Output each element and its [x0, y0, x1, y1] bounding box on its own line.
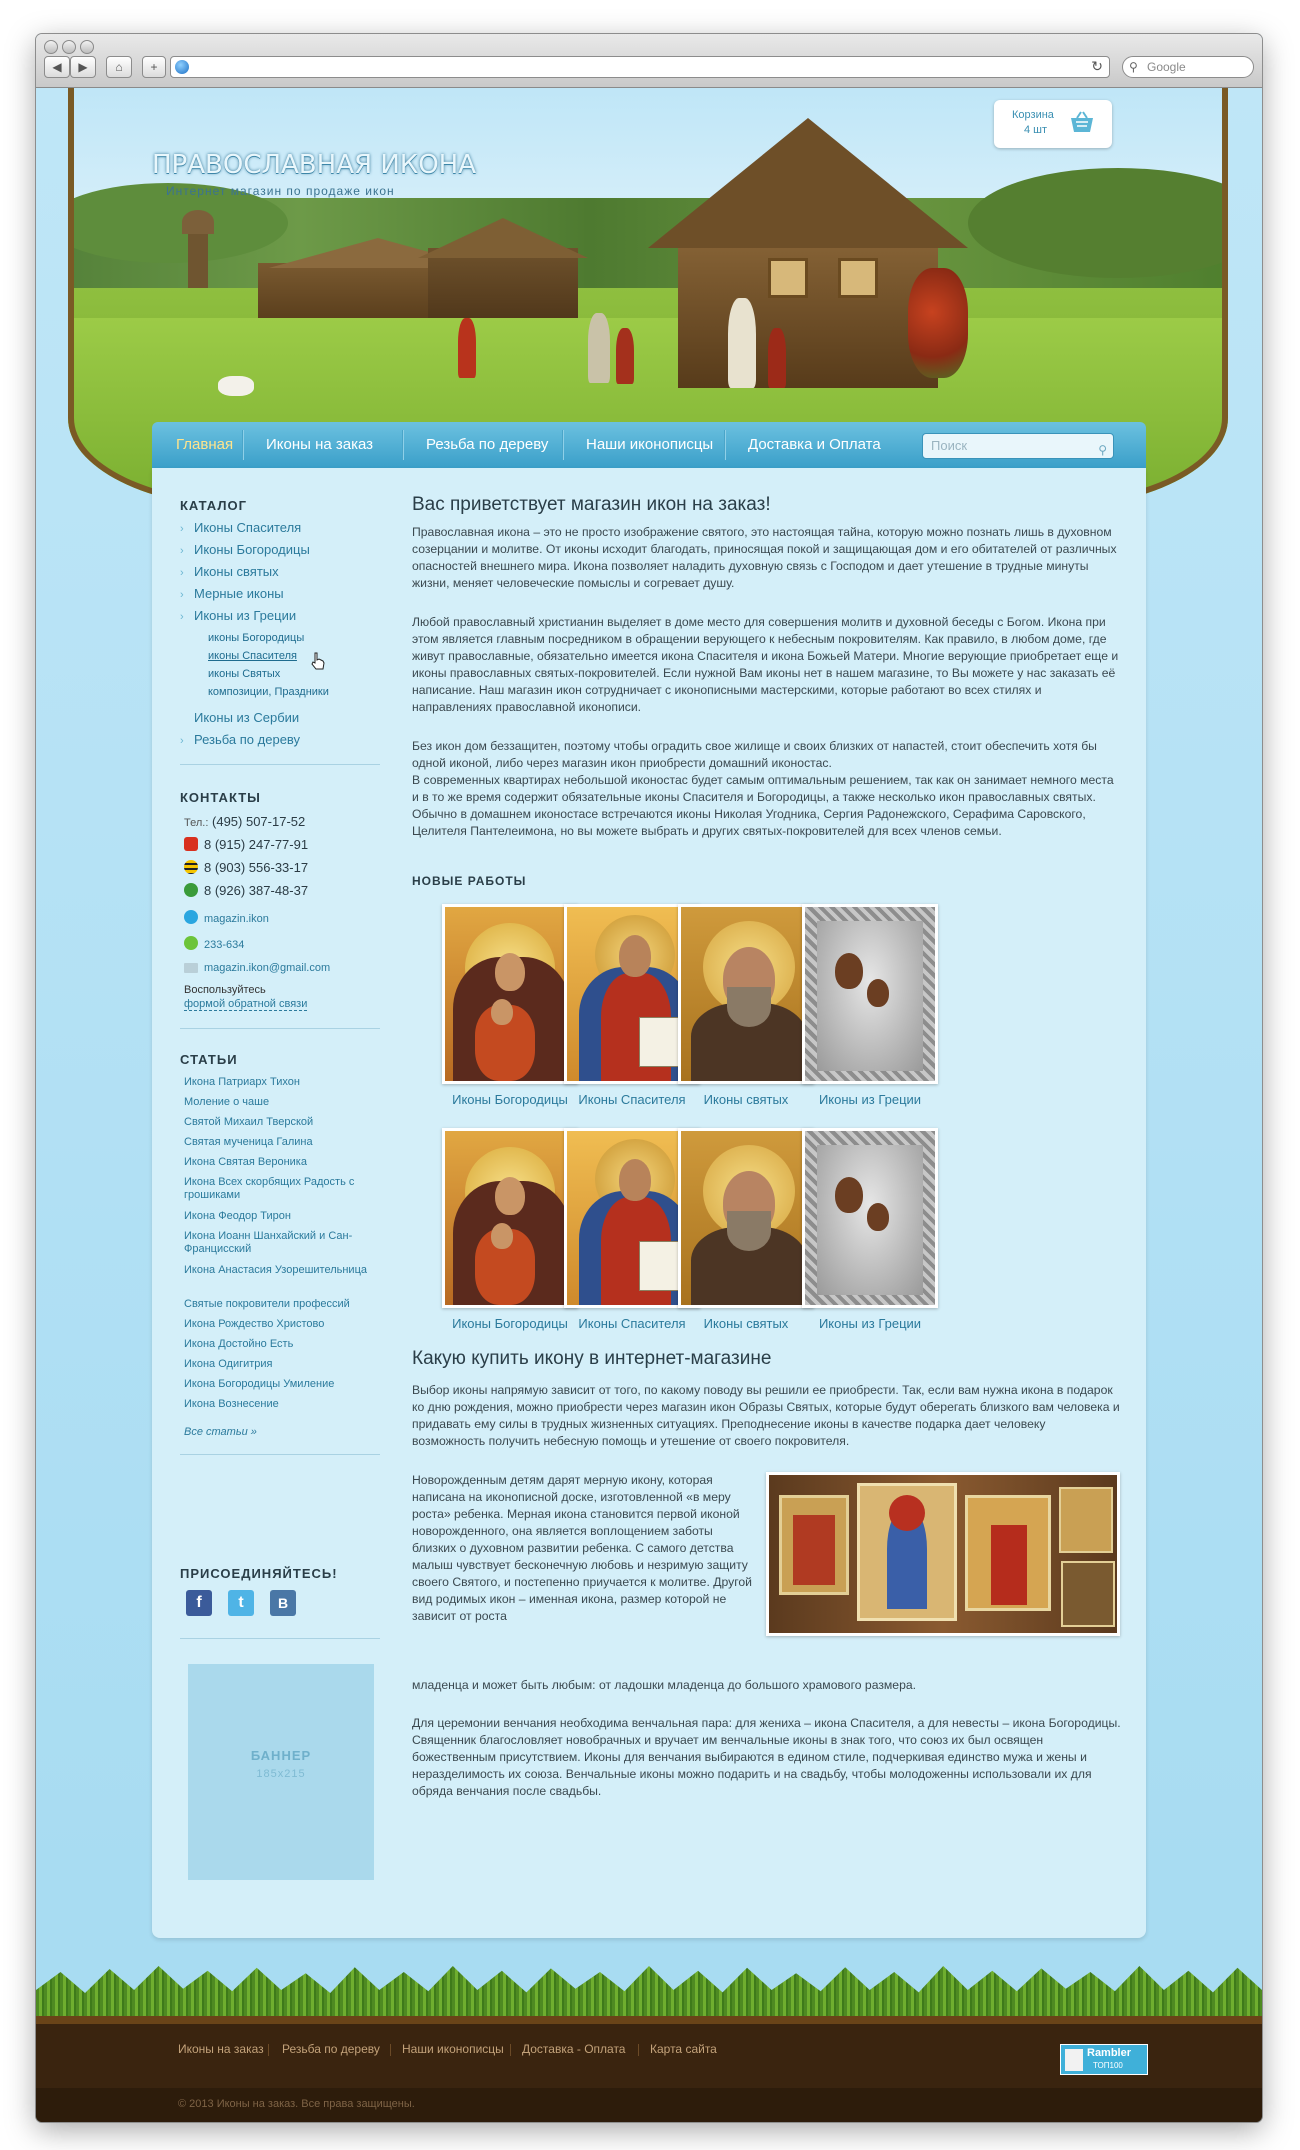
catalog-heading: КАТАЛОГ	[180, 498, 247, 513]
chevron-down-icon: ›	[180, 611, 184, 623]
article-link[interactable]: Икона Достойно Есть	[184, 1338, 294, 1350]
browser-search-input[interactable]	[1122, 56, 1254, 78]
chevron-right-icon: ›	[180, 567, 184, 579]
intro-paragraph-3: Без икон дом беззащитен, поэтому чтобы оградить свое жилище и своих близких от напастей, стоит обеспечить хотя бы одной иконой, либо через магазин икон приобрести домашний иконостас.	[412, 739, 1097, 770]
buy-paragraph-2: Новорожденным детям дарят мерную икону, которая написана на иконописной доске, изготовленной «в меру роста» ребенка. Мерная икона становится первой иконой новорожденного, она является воплощением заботы близких о духовном развитии ребенка. С самого детства малыш чувствует бесконечную любовь и незримую защиту своего Святого, и постепенно приучается к молитве. Другой вид родимых икон – именная икона, размер которой не зависит от роста	[412, 1473, 752, 1623]
article-link[interactable]: Икона Патриарх Тихон	[184, 1076, 300, 1088]
nav-item-wood-carving[interactable]: Резьба по дереву	[426, 436, 549, 453]
divider	[180, 1638, 380, 1639]
main-navigation	[152, 422, 1146, 468]
divider	[180, 1454, 380, 1455]
icon-thumbnail-theotokos[interactable]	[442, 904, 578, 1084]
buy-paragraph-3: Для церемонии венчания необходима венчальная пара: для жениха – икона Спасителя, а для невесты – икона Богородицы. Священник благословляет новобрачных и вручает им венчальные иконы в знак того, что союз их был освящен божественным присутствием. Иконы для венчания выбираются в едином стиле, подчеркивая единство мужа и жены и неразделимость их союза. Венчальные иконы можно подарить и на свадьбу, чтобы молодоженны использовали их для обряда венчания после свадьбы.	[412, 1716, 1121, 1798]
zoom-window-button[interactable]	[80, 40, 94, 54]
contacts-heading: КОНТАКТЫ	[180, 790, 261, 805]
all-articles-link[interactable]: Все статьи »	[184, 1426, 257, 1438]
email-contact[interactable]: magazin.ikon@gmail.com	[184, 962, 330, 974]
phone-megafon: 8 (926) 387-48-37	[184, 883, 308, 898]
intro-paragraph-4: В современных квартирах небольшой иконостас будет самым оптимальным решением, так как он занимает немного места и в то же время содержит обязательные иконы Спасителя и Богородицы, а также несколько икон православных святых. Обычно в домашнем иконостасе встречаются иконы Николая Угодника, Сергия Радонежского, Серафима Саровского, Целителя Пантелеимона, но вы можете выбрать и других святых-покровителей для всех членов семьи.	[412, 773, 1114, 838]
welcome-title: Вас приветствует магазин икон на заказ!	[412, 494, 771, 515]
megafon-icon	[184, 883, 198, 897]
search-icon[interactable]: ⚲	[1098, 443, 1107, 457]
article-link[interactable]: Икона Анастасия Узорешительница	[184, 1264, 367, 1276]
browser-toolbar	[36, 34, 1262, 88]
catalog-subitem[interactable]: композиции, Праздники	[208, 686, 329, 698]
work-caption[interactable]: Иконы Богородицы	[452, 1316, 568, 1331]
feedback-text: Воспользуйтесь	[184, 984, 266, 996]
vkontakte-icon[interactable]: B	[270, 1590, 296, 1616]
chevron-right-icon: ›	[180, 545, 184, 557]
article-link[interactable]: Святой Михаил Тверской	[184, 1116, 314, 1128]
copyright: © 2013 Иконы на заказ. Все права защищены.	[178, 2098, 415, 2110]
article-link[interactable]: Моление о чаше	[184, 1096, 270, 1108]
chevron-right-icon: ›	[180, 735, 184, 747]
nav-item-delivery[interactable]: Доставка и Оплата	[748, 436, 881, 453]
hand-cursor-icon	[310, 652, 326, 672]
site-search-placeholder: Поиск	[931, 438, 968, 453]
icq-contact[interactable]: 233-634	[184, 936, 244, 951]
catalog-item[interactable]: › Иконы Спасителя	[180, 520, 302, 535]
feedback-link[interactable]: формой обратной связи	[184, 998, 308, 1010]
add-tab-button[interactable]: +	[142, 56, 166, 78]
intro-paragraph-2: Любой православный христианин выделяет в доме место для совершения молитв и духовной беседы с Богом. Икона при этом является главным посредником в обращении верующего к небесным покровителям. Как правило, в любом доме, где живут православные, обязательно имеется икона Спасителя и икона Божьей Матери. Многие верующие приобретает еще и иконы православных святых-покровителей. Если нужной Вам иконы нет в нашем магазине, то Вы можете у нас заказать её написание. Наш магазин икон сотрудничает с иконописными мастерскими, которые работают во всех стилях и направлениях православной иконописи.	[412, 615, 1119, 714]
icon-thumbnail-theotokos[interactable]	[442, 1128, 578, 1308]
phone-beeline: 8 (903) 556-33-17	[184, 860, 308, 875]
buy-heading: Какую купить икону в интернет-магазине	[412, 1348, 772, 1369]
home-icon[interactable]: ⌂	[106, 56, 132, 78]
search-icon: ⚲	[1129, 60, 1138, 74]
work-caption[interactable]: Иконы святых	[703, 1316, 789, 1331]
phone-mts: 8 (915) 247-77-91	[184, 837, 308, 852]
reload-icon[interactable]: ↻	[1091, 58, 1103, 74]
nav-item-home[interactable]: Главная	[176, 436, 234, 453]
footer-link[interactable]: Доставка - Оплата	[522, 2042, 626, 2056]
minimize-window-button[interactable]	[62, 40, 76, 54]
rambler-title: Rambler	[1087, 2047, 1132, 2059]
rambler-subtitle: ТОП100	[1093, 2061, 1123, 2070]
work-caption[interactable]: Иконы Спасителя	[578, 1092, 686, 1107]
catalog-item[interactable]: › Иконы Богородицы	[180, 542, 310, 557]
work-caption[interactable]: Иконы Богородицы	[452, 1092, 568, 1107]
work-caption[interactable]: Иконы Спасителя	[578, 1316, 686, 1331]
catalog-item[interactable]: › Иконы из Греции	[180, 608, 297, 623]
footer-link[interactable]: Карта сайта	[650, 2042, 717, 2056]
iconostasis-photo	[766, 1472, 1120, 1636]
rambler-logo-icon	[1065, 2049, 1083, 2071]
work-caption[interactable]: Иконы из Греции	[818, 1092, 922, 1107]
article-link[interactable]: Икона Вознесение	[184, 1398, 279, 1410]
article-link[interactable]: Икона Богородицы Умиление	[184, 1378, 335, 1390]
join-heading: ПРИСОЕДИНЯЙТЕСЬ!	[180, 1566, 338, 1581]
site-search-input[interactable]	[922, 433, 1114, 459]
web-page	[36, 88, 1262, 2122]
basket-icon	[1068, 110, 1096, 136]
catalog-item[interactable]: › Иконы святых	[180, 564, 279, 579]
logo-subtitle: Интернет магазин по продаже икон	[166, 184, 395, 198]
catalog-item[interactable]: › Мерные иконы	[180, 586, 284, 601]
beeline-icon	[184, 860, 198, 874]
facebook-icon[interactable]: f	[186, 1590, 212, 1616]
banner-title: БАННЕР	[250, 1748, 312, 1763]
address-bar[interactable]	[170, 56, 1110, 78]
banner-placeholder[interactable]	[188, 1664, 374, 1880]
catalog-subitem-active[interactable]: иконы Спасителя	[208, 650, 297, 662]
icon-thumbnail-greece[interactable]	[802, 904, 938, 1084]
back-button[interactable]: ◀	[44, 56, 70, 78]
cart-count: 4 шт	[1024, 124, 1048, 136]
skype-contact[interactable]: magazin.ikon	[184, 910, 269, 925]
articles-heading: СТАТЬИ	[180, 1052, 238, 1067]
article-link[interactable]: Святая мученица Галина	[184, 1136, 313, 1148]
article-link[interactable]: Икона Феодор Тирон	[184, 1210, 291, 1222]
forward-button[interactable]: ▶	[70, 56, 96, 78]
close-window-button[interactable]	[44, 40, 58, 54]
footer-link[interactable]: Иконы на заказ	[178, 2042, 264, 2056]
cart-label: Корзина	[1012, 109, 1054, 121]
catalog-subitem[interactable]: иконы Святых	[208, 668, 281, 680]
intro-paragraph-1: Православная икона – это не просто изображение святого, это настоящая тайна, которую можно познать лишь в духовном созерцании и молитве. От иконы исходит благодать, приносящая покой и защищающая дом и его обитателей от различных опасностей внешнего мира. Икона позволяет наладить духовную связь с Господом и дает утешение в трудные минуты жизни, меняет человеческие помыслы и согревает душу.	[412, 525, 1117, 590]
article-link[interactable]: Икона Одигитрия	[184, 1358, 273, 1370]
work-caption[interactable]: Иконы святых	[703, 1092, 789, 1107]
icon-thumbnail-saints[interactable]	[678, 1128, 814, 1308]
chevron-right-icon: ›	[180, 589, 184, 601]
mail-icon	[184, 963, 198, 973]
cart-widget[interactable]	[994, 100, 1112, 148]
chevron-right-icon: ›	[180, 523, 184, 535]
browser-window	[36, 34, 1262, 2122]
catalog-item[interactable]: Иконы из Сербии	[194, 710, 300, 725]
banner-size: 185x215	[256, 1768, 306, 1780]
catalog-item[interactable]: › Резьба по дереву	[180, 732, 301, 747]
footer-link[interactable]: Наши иконописцы	[402, 2042, 504, 2056]
globe-icon	[175, 60, 189, 74]
skype-icon	[184, 910, 198, 924]
icq-icon	[184, 936, 198, 950]
divider	[180, 1028, 380, 1029]
twitter-icon[interactable]: t	[228, 1590, 254, 1616]
article-link[interactable]: Икона Иоанн Шанхайский и Сан-Францисский	[184, 1230, 353, 1255]
nav-item-custom-icons[interactable]: Иконы на заказ	[266, 436, 374, 453]
content-panel	[152, 468, 1146, 1938]
rambler-counter[interactable]	[1060, 2044, 1148, 2075]
icon-thumbnail-greece[interactable]	[802, 1128, 938, 1308]
catalog-subitem[interactable]: иконы Богородицы	[208, 632, 305, 644]
logo-title[interactable]: ПРАВОСЛАВНАЯ ИКОНА	[152, 150, 477, 180]
nav-item-painters[interactable]: Наши иконописцы	[586, 436, 714, 453]
mts-icon	[184, 837, 198, 851]
divider	[180, 764, 380, 765]
article-link[interactable]: Икона Рождество Христово	[184, 1318, 325, 1330]
buy-paragraph-1: Выбор иконы напрямую зависит от того, по какому поводу вы решили ее приобрести. Так, если вам нужна икона в подарок ко дню рождения, можно приобрести через магазин икон Образы Святых, которые будут оберегать близкого вам человека и придавать ему силы в трудных жизненных ситуациях. Преподнесение иконы в качестве подарка дает человеку возможность получить небесную помощь и утешение от своего покровителя.	[412, 1383, 1120, 1448]
new-works-heading: НОВЫЕ РАБОТЫ	[412, 874, 527, 888]
work-caption[interactable]: Иконы из Греции	[818, 1316, 922, 1331]
article-link[interactable]: Святые покровители профессий	[184, 1298, 350, 1310]
phone-main: Тел.: (495) 507-17-52	[184, 814, 306, 829]
article-link[interactable]: Икона Всех скорбящих Радость с грошиками	[184, 1176, 355, 1201]
browser-search-placeholder: Google	[1147, 60, 1186, 74]
article-link[interactable]: Икона Святая Вероника	[184, 1156, 307, 1168]
buy-paragraph-2-end: младенца и может быть любым: от ладошки младенца до большого храмового размера.	[412, 1678, 917, 1692]
footer-link[interactable]: Резьба по дереву	[282, 2042, 380, 2056]
icon-thumbnail-saints[interactable]	[678, 904, 814, 1084]
